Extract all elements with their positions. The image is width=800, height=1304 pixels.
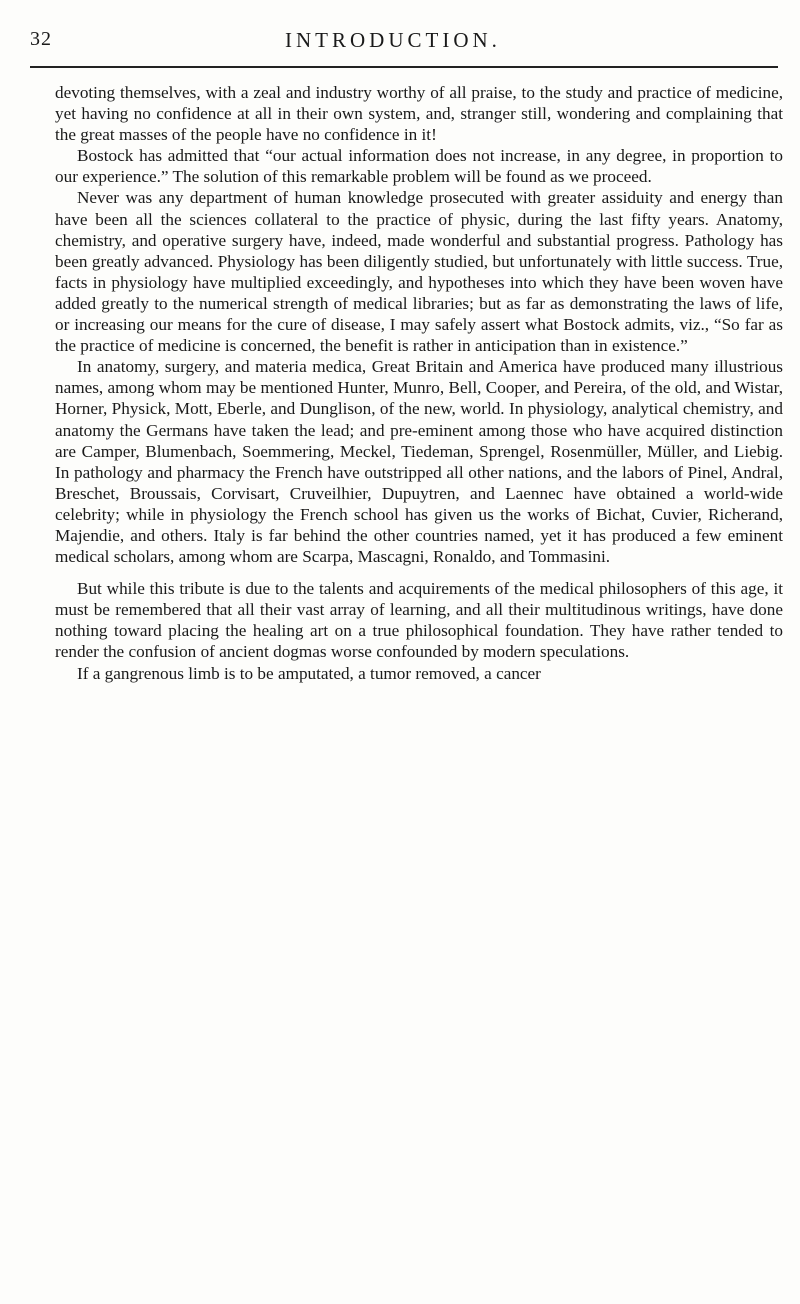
body-text: [55, 82, 783, 684]
paragraph-bostock: Bostock has admitted that “our actual information does not increase, in any degree, in proportion to our experience.” The solution of this remarkable problem will be found as we proceed.: [55, 146, 783, 187]
paragraph-continuation: devoting themselves, with a zeal and industry worthy of all praise, to the study and practice of medicine, yet having no confidence at all in their own system, and, stranger still, wondering and complaining that the great masses of the people have no confidence in it!: [55, 83, 783, 145]
running-head: [30, 28, 790, 58]
paragraph-nations: In anatomy, surgery, and materia medica, Great Britain and America have produced many illustrious names, among whom may be mentioned Hunter, Munro, Bell, Cooper, and Pereira, of the old, and Wistar, Horner, Physick, Mott, Eberle, and Dunglison, of the new, world. In physiology, analytical chemistry, and anatomy the Germans have taken the lead; and pre-eminent among those who have acquired distinction are Camper, Blumenbach, Soemmering, Meckel, Tiedeman, Sprengel, Rosenmüller, Müller, and Liebig. In pathology and pharmacy the French have outstripped all other nations, and the labors of Pinel, Andral, Breschet, Broussais, Corvisart, Cruveilhier, Dupuytren, and Laennec have obtained a world-wide celebrity; while in physiology the French school has given us the works of Bichat, Cuvier, Richerand, Majendie, and others. Italy is far behind the other countries named, yet it has produced a few eminent medical scholars, among whom are Scarpa, Mascagni, Ronaldo, and Tommasini.: [55, 357, 783, 567]
running-title: INTRODUCTION.: [285, 28, 501, 52]
paragraph-tribute: But while this tribute is due to the talents and acquirements of the medical philosophers of this age, it must be remembered that all their vast array of learning, and all their multitudinous writings, have done nothing toward placing the healing art on a true philosophical foundation. They have rather tended to render the confusion of ancient dogmas worse confounded by modern speculations.: [55, 579, 783, 662]
page-number: 32: [30, 28, 52, 50]
header-rule: [30, 66, 778, 68]
paragraph-gangrenous: If a gangrenous limb is to be amputated, a tumor removed, a cancer: [77, 663, 541, 683]
paragraph-sciences: Never was any department of human knowledge prosecuted with greater assiduity and energy than have been all the sciences collateral to the practice of physic, during the last fifty years. Anatomy, chemistry, and operative surgery have, indeed, made wonderful and substantial progress. Pathology has been greatly advanced. Physiology has been diligently studied, but unfortunately with little success. True, facts in physiology have multiplied exceedingly, and hypotheses into which they have been woven have added greatly to the numerical strength of medical libraries; but as far as demonstrating the laws of life, or increasing our means for the cure of disease, I may safely assert what Bostock admits, viz., “So far as the practice of medicine is concerned, the benefit is rather in anticipation than in existence.”: [55, 188, 783, 356]
